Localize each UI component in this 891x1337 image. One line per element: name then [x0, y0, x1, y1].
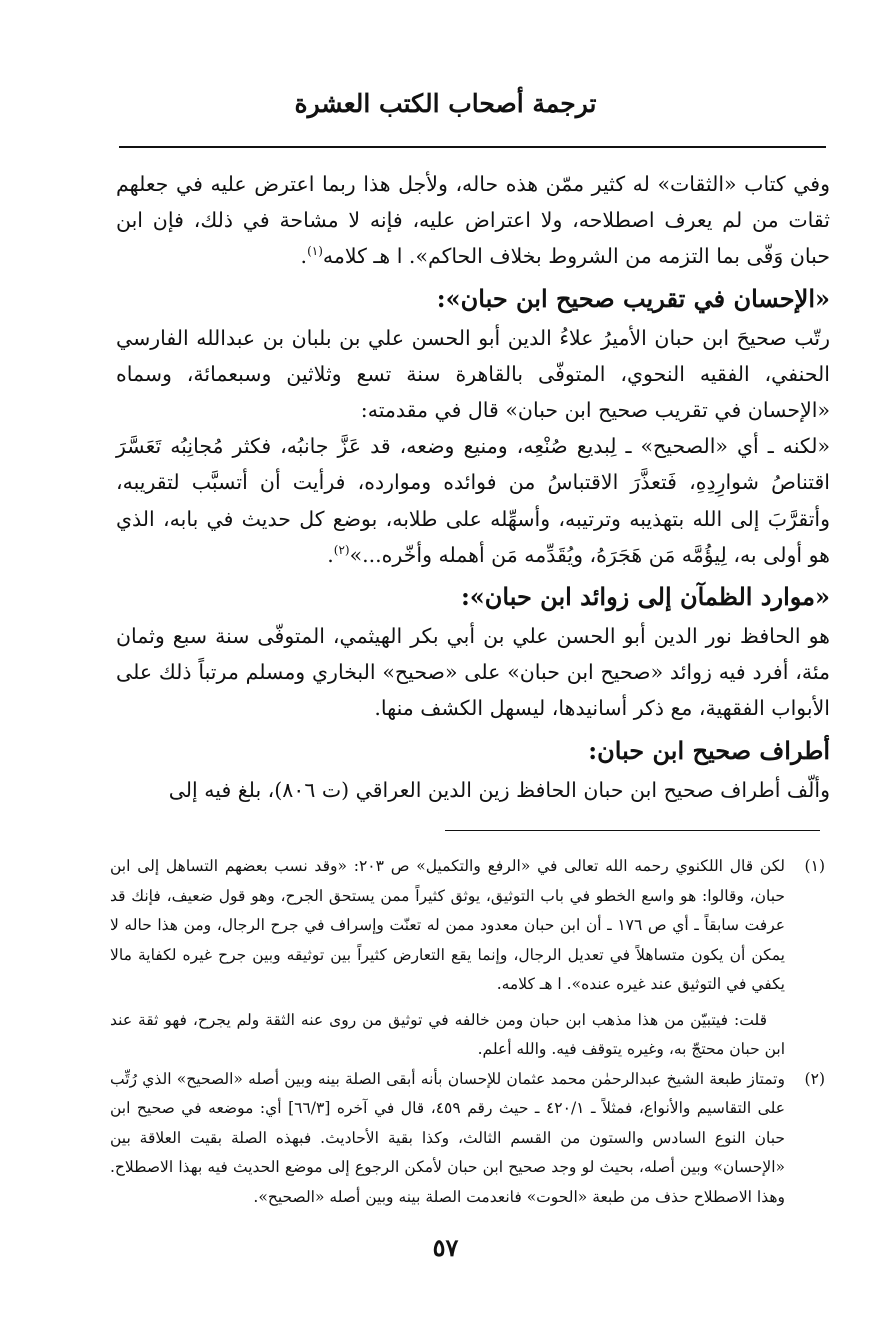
heading-ihsan: «الإحسان في تقريب صحيح ابن حبان»:: [436, 283, 830, 313]
heading-atraf: أطراف صحيح ابن حبان:: [588, 735, 830, 765]
paragraph-4: هو الحافظ نور الدين أبو الحسن علي بن أبي بكر الهيثمي، المتوفّى سنة سبع وثمان مئة، أفرد فيه زوائد «صحيح ابن حبان» على «صحيح» البخاري ومسلم مرتباً ذلك على الأبواب الفقهية، مع ذكر أسانيدها، ليسهل الكشف منها.: [116, 624, 830, 721]
running-head: ترجمة أصحاب الكتب العشرة: [294, 89, 597, 118]
heading-mawarid: «موارد الظمآن إلى زوائد ابن حبان»:: [460, 582, 830, 612]
footnote-1-number: (١): [804, 857, 825, 875]
footnote-rule: [445, 830, 820, 831]
footnote-1: [110, 852, 825, 1000]
paragraph-1-end: .: [300, 244, 308, 269]
footnote-2-text: وتمتاز طبعة الشيخ عبدالرحمٰن محمد عثمان للإحسان بأنه أبقى الصلة بينه وبين أصله «الصحيح» الذي رُتِّب على التقاسيم والأنواع، فمثلاً ـ ٤٢٠/١ ـ حيث رقم ٤٥٩، قال في آخره [٦٦/٣] أي: موضعه في صحيح ابن حبان النوع السادس والستون من القسم الثالث، وكذا بقية الأحاديث. فبهذه الصلة بقيت العلاقة بين «الإحسان» وبين أصله، بحيث لو وجد صحيح ابن حبان لأمكن الرجوع إلى موضع الحديث فيه بهذا الاصطلاح. وهذا الاصطلاح حذف من طبعة «الحوت» فانعدمت الصلة بينه وبين أصله «الصحيح».: [110, 1069, 785, 1206]
footnote-2-number: (٢): [804, 1069, 825, 1088]
paragraph-5: وألّف أطراف صحيح ابن حبان الحافظ زين الدين العراقي (ت ٨٠٦)، بلغ فيه إلى: [168, 777, 830, 802]
paragraph-3-text: «لكنه ـ أي «الصحيح» ـ لِبديع صُنْعِه، ومنيع وضعه، قد عَزَّ جانبُه، فكثر مُجانِبُه تَعَسَّرَ اقتناصُ شوارِدِهِ، فَتعذَّرَ الاقتباسُ من فوائده وموارده، فرأيت أن أتسبَّب لتقريبه، وأتقرَّبَ إلى الله بتهذيبه وترتيبه، وأسهِّله على طلابه، بوضع كل حديث في بابه، الذي هو أولى به، لِيؤُمَّه مَن هَجَرَهُ، ويُقَدِّمه مَن أهمله وأخّره...»: [116, 434, 830, 567]
footnote-1-continuation: قلت: فيتبيّن من هذا مذهب ابن حبان ومن خالفه في توثيق من روى عنه الثقة ولم يجرح، فهو ثقة عند ابن حبان محتجّ به، وغيره يتوقف فيه. والله أعلم.: [110, 1010, 785, 1058]
paragraph-2: رتّب صحيحَ ابن حبان الأميرُ علاءُ الدين أبو الحسن علي بن بلبان بن عبدالله الفارسي الحنفي، الفقيه النحوي، المتوفّى بالقاهرة سنة تسع وثلاثين وسبعمائة، وسماه «الإحسان في تقريب صحيح ابن حبان» قال في مقدمته:: [116, 325, 830, 423]
page-number: ٥٧: [432, 1233, 459, 1262]
footnote-ref-2[interactable]: (٢): [333, 543, 350, 557]
footnote-ref-1[interactable]: (١): [307, 244, 323, 259]
footnotes: [110, 852, 825, 1212]
paragraph-3: [116, 428, 830, 573]
paragraph-1-text: وفي كتاب «الثقات» له كثير ممّن هذه حاله، ولأجل هذا ربما اعترض عليه في جعلهم ثقات من لم يعرف اصطلاحه، ولا اعتراض عليه، فإنه لا مشاحة في ذلك، فإن ابن حبان وَفّى بما التزمه من الشروط بخلاف الحاكم». ا هـ كلامه: [116, 172, 830, 269]
footnote-1-text: لكن قال اللكنوي رحمه الله تعالى في «الرفع والتكميل» ص ٢٠٣: «وقد نسب بعضهم التساهل إلى ابن حبان، وقالوا: هو واسع الخطو في باب التوثيق، يوثق كثيراً ممن يستحق الجرح، وهو قول ضعيف، فإنك قد عرفت سابقاً ـ أي ص ١٧٦ ـ أن ابن حبان معدود ممن له تعنّت وإسراف في جرح الرجال، ومن هذا حاله لا يمكن أن يكون متساهلاً في تعديل الرجال، وإنما يقع التعارض كثيراً بين توثيقه وبين جرح غيره لكفاية مالا يكفي في التوثيق عند غيره عنده». ا هـ كلامه.: [110, 857, 786, 993]
paragraph-1: [116, 166, 830, 275]
paragraph-3-end: .: [327, 542, 334, 567]
footnote-2: [110, 1065, 825, 1213]
main-text: [116, 166, 830, 808]
header-rule: [119, 146, 826, 148]
